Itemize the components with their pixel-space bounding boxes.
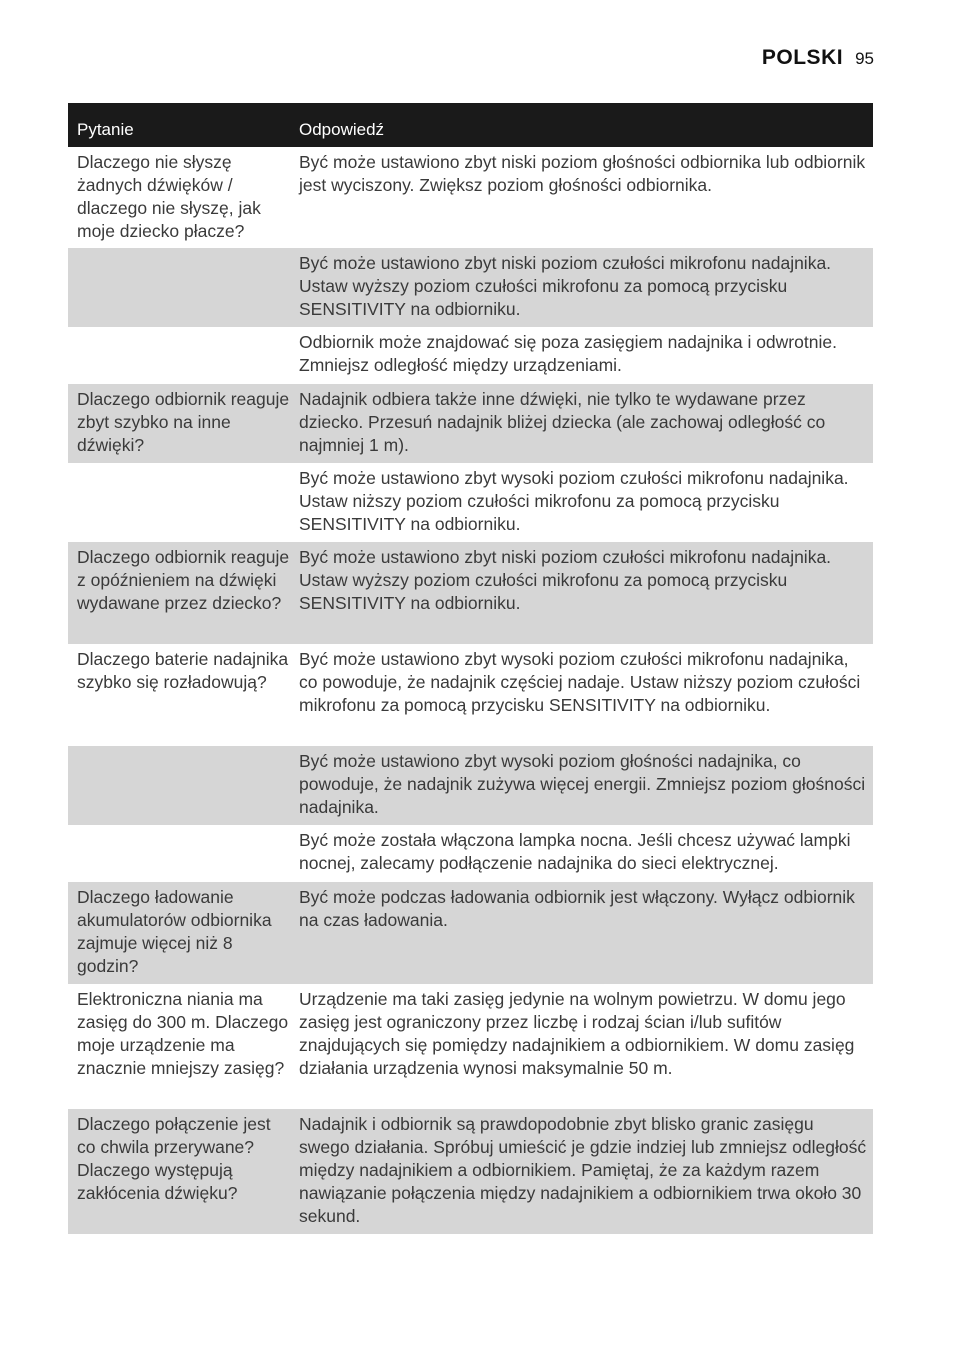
question-cell: Dlaczego nie słyszę żadnych dźwięków / dlaczego nie słyszę, jak moje dziecko płacze?	[77, 152, 261, 241]
table-row	[68, 147, 873, 248]
page-header	[762, 46, 874, 70]
question-cell: Dlaczego baterie nadajnika szybko się rozładowują?	[77, 649, 289, 692]
table-row	[68, 984, 873, 1109]
column-header-question: Pytanie	[77, 120, 134, 139]
question-cell	[68, 463, 290, 542]
question-cell: Elektroniczna niania ma zasięg do 300 m. Dlaczego moje urządzenie ma znacznie mniejszy zasięg?	[77, 989, 289, 1078]
table-row	[68, 384, 873, 463]
question-cell: Dlaczego połączenie jest co chwila przerywane? Dlaczego występują zakłócenia dźwięku?	[77, 1114, 271, 1203]
language-label: POLSKI	[761, 46, 844, 69]
question-cell	[68, 248, 290, 327]
table-row	[68, 1109, 873, 1234]
answer-cell: Być może ustawiono zbyt wysoki poziom czułości mikrofonu nadajnika. Ustaw niższy poziom czułości mikrofonu za pomocą przycisku SENSITIVITY na odbiorniku.	[299, 468, 849, 534]
question-cell	[68, 746, 290, 825]
answer-cell: Być może ustawiono zbyt niski poziom czułości mikrofonu nadajnika. Ustaw wyższy poziom czułości mikrofonu za pomocą przycisku SENSITIVITY na odbiorniku.	[299, 253, 832, 319]
answer-cell: Być może ustawiono zbyt niski poziom czułości mikrofonu nadajnika. Ustaw wyższy poziom czułości mikrofonu za pomocą przycisku SENSITIVITY na odbiorniku.	[299, 547, 832, 613]
answer-cell: Nadajnik i odbiornik są prawdopodobnie zbyt blisko granic zasięgu swego działania. Spróbuj umieścić je gdzie indziej lub zmniejsz odległość między nadajnikiem a odbiornikiem. Pamiętaj, że za każdym razem nawiązanie połączenia między nadajnikiem a odbiornikiem trwa około 30 sekund.	[299, 1114, 867, 1226]
table-row	[68, 463, 873, 542]
table-body	[68, 147, 873, 1234]
answer-cell: Odbiornik może znajdować się poza zasięgiem nadajnika i odwrotnie. Zmniejsz odległość między urządzeniami.	[299, 332, 837, 375]
table-row	[68, 248, 873, 327]
table-row	[68, 746, 873, 825]
table-row	[68, 882, 873, 984]
question-cell	[68, 825, 290, 882]
page-number: 95	[855, 49, 874, 68]
answer-cell: Być może została włączona lampka nocna. Jeśli chcesz używać lampki nocnej, zalecamy podłączenie nadajnika do sieci elektrycznej.	[299, 830, 851, 873]
answer-cell: Być może podczas ładowania odbiornik jest włączony. Wyłącz odbiornik na czas ładowania.	[299, 887, 855, 930]
answer-cell: Być może ustawiono zbyt wysoki poziom czułości mikrofonu nadajnika, co powoduje, że nadajnik częściej nadaje. Ustaw niższy poziom czułości mikrofonu za pomocą przycisku SENSITIVITY na odbiorniku.	[299, 649, 861, 715]
table-header	[68, 103, 873, 147]
question-cell: Dlaczego odbiornik reaguje zbyt szybko na inne dźwięki?	[77, 389, 290, 455]
answer-cell: Być może ustawiono zbyt wysoki poziom głośności nadajnika, co powoduje, że nadajnik zużywa więcej energii. Zmniejsz poziom głośności nadajnika.	[299, 751, 866, 817]
question-cell: Dlaczego odbiornik reaguje z opóźnieniem na dźwięki wydawane przez dziecko?	[77, 547, 290, 613]
question-cell: Dlaczego ładowanie akumulatorów odbiornika zajmuje więcej niż 8 godzin?	[77, 887, 272, 976]
answer-cell: Nadajnik odbiera także inne dźwięki, nie tylko te wydawane przez dziecko. Przesuń nadajnik bliżej dziecka (ale zachowaj odległość co najmniej 1 m).	[299, 389, 826, 455]
table-row	[68, 327, 873, 384]
column-header-answer: Odpowiedź	[299, 120, 385, 139]
answer-cell: Być może ustawiono zbyt niski poziom głośności odbiornika lub odbiornik jest wyciszony. Zwiększ poziom głośności odbiornika.	[299, 152, 866, 195]
question-cell	[68, 327, 290, 384]
faq-table	[68, 103, 873, 1234]
table-row	[68, 644, 873, 746]
answer-cell: Urządzenie ma taki zasięg jedynie na wolnym powietrzu. W domu jego zasięg jest ograniczony przez liczbę i rodzaj ścian i/lub sufitów znajdujących się pomiędzy nadajnikiem a odbiornikiem. W domu zasięg działania urządzenia wynosi maksymalnie 50 m.	[299, 989, 855, 1078]
table-row	[68, 542, 873, 644]
table-row	[68, 825, 873, 882]
